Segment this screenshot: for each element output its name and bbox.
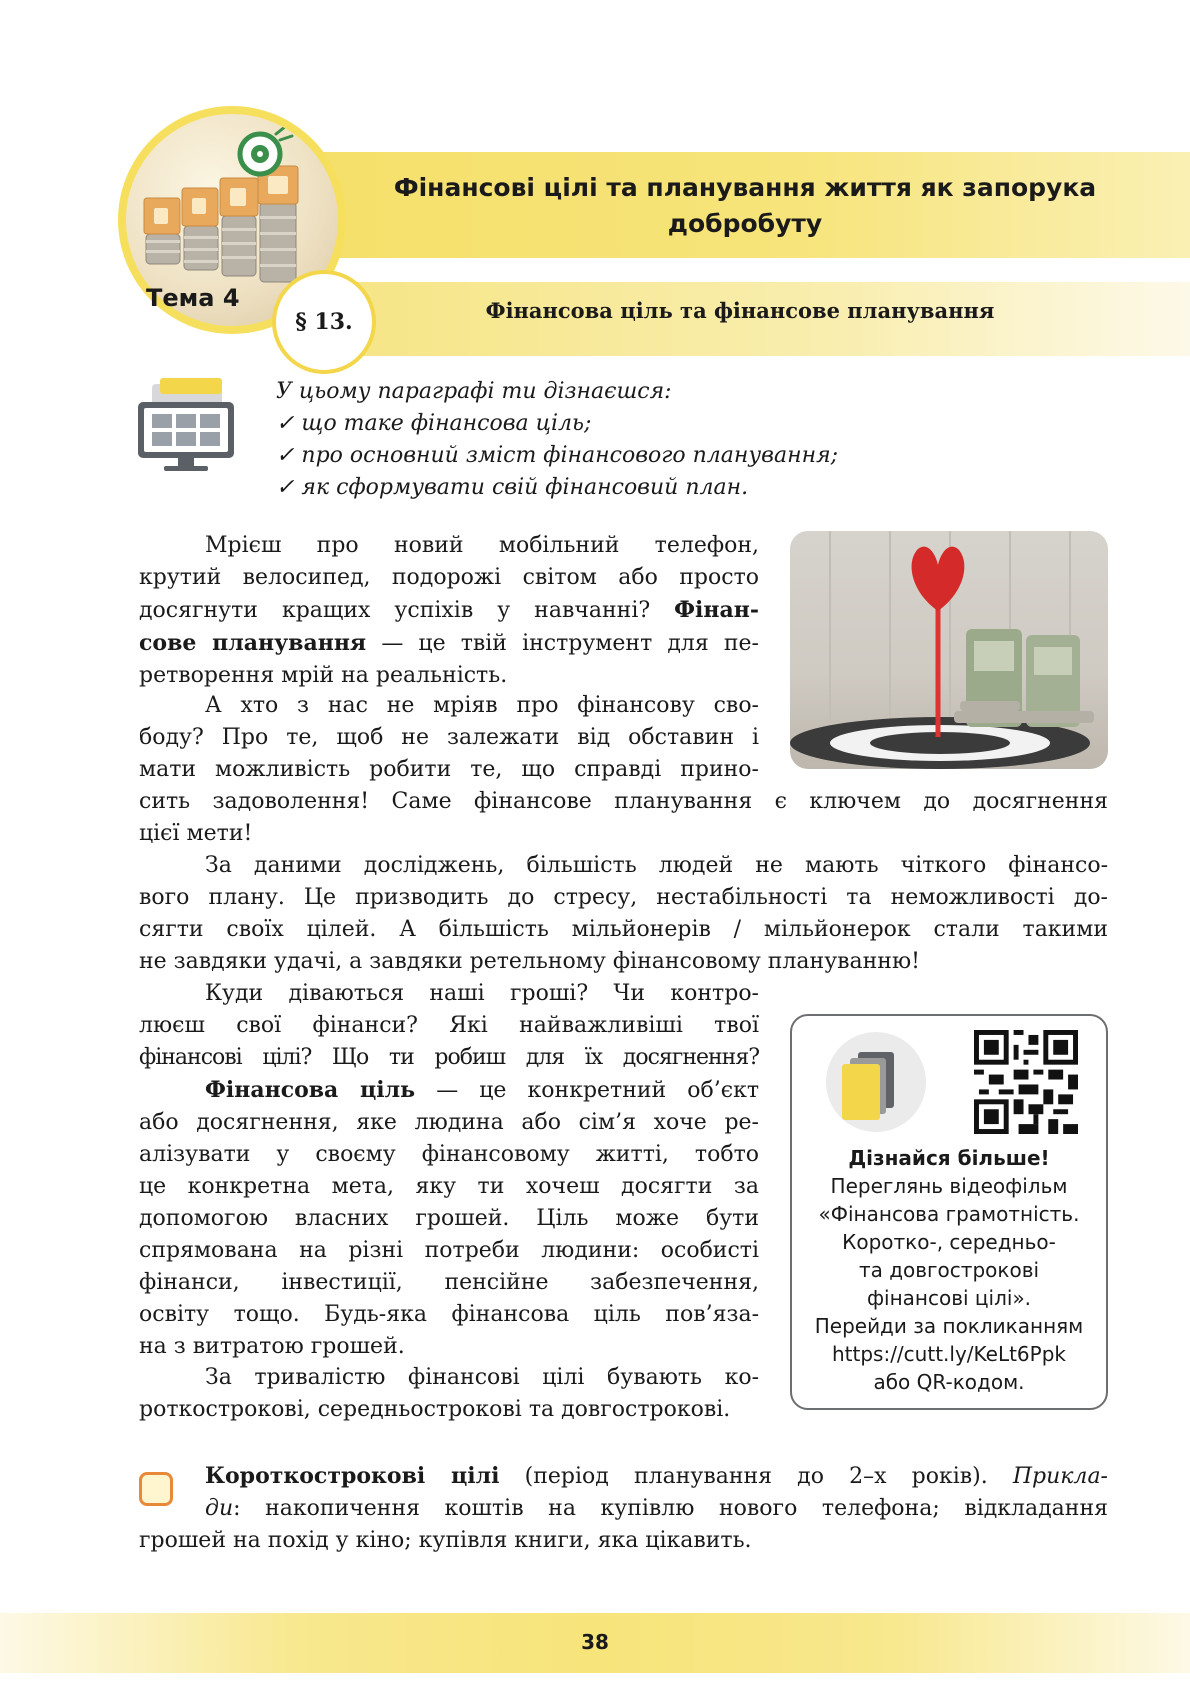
- paragraph-number: § 13.: [295, 309, 353, 335]
- learn-more-box: [790, 1014, 1108, 1410]
- folder-icon: [820, 1030, 932, 1134]
- objectives-lead: У цьому параграфі ти дізнаєшся:: [276, 379, 672, 404]
- chapter-title: Фінансові цілі та планування життя як запорука добробуту: [393, 173, 1097, 238]
- body-paragraph: А хто з нас не мріяв про фінансову сво- боду? Про те, щоб не залежати від обставин і мати можливість робити те, що справді прино-: [139, 693, 759, 782]
- learn-more-heading: Дізнайся більше!: [848, 1146, 1050, 1170]
- objective-item: ✓ про основний зміст фінансового планування;: [276, 443, 839, 468]
- dart-money-photo: [790, 531, 1108, 769]
- term-bold: Фінан-: [674, 597, 759, 623]
- section-title: Фінансова ціль та фінансове планування: [485, 298, 995, 323]
- topic-label: Тема 4: [146, 284, 240, 312]
- learning-objectives: [276, 376, 838, 504]
- qr-code-icon[interactable]: [974, 1030, 1078, 1134]
- body-paragraph: Мрієш про новий мобільний телефон, крутий велосипед, подорожі світом або просто досягнути кращих успіхів у навчанні? Фінан- сове планування — це твій інструмент для пе- ретворення мрій на реальність.: [139, 533, 759, 688]
- term-bold: Фінансова ціль: [205, 1077, 416, 1103]
- objective-item: ✓ що таке фінансова ціль;: [276, 411, 592, 436]
- paragraph-badge: [272, 270, 376, 374]
- monitor-icon: [130, 378, 250, 474]
- body-paragraph: Фінансова ціль — це конкретний об’єкт або досягнення, яке людина або сім’я хоче ре- алізувати у своєму фінансовому житті, тобто це конкретна мета, яку ти хочеш досягти за допомогою власних грошей. Ціль може бути спрямована на різні потреби людини: особисті фінанси, інвестиції, пенсійне забезпечення, освіту тощо. Будь-яка фінансова ціль пов’яза- на з витратою грошей.: [139, 1077, 760, 1359]
- body-paragraph: За даними досліджень, більшість людей не мають чіткого фінансо- вого плану. Це призводить до стресу, нестабільності та неможливості до- сягти своїх цілей. А більшість мільйонерів / мільйонерок стали такими не завдяки удачі, а завдяки ретельному фінансовому плануванню!: [139, 853, 1108, 974]
- term-bold: сове планування: [139, 630, 367, 656]
- body-paragraph: Короткострокові цілі (період планування до 2–х років). Прикла- ди: накопичення коштів на купівлю нового телефона; відкладання грошей на похід у кіно; купівля книги, яка цікавить.: [139, 1463, 1108, 1553]
- body-paragraph: За тривалістю фінансові цілі бувають ко- роткострокові, середньострокові та довгострокові.: [139, 1365, 759, 1422]
- body-paragraph-continued: сить задоволення! Саме фінансове планування є ключем до досягнення цієї мети!: [139, 789, 1108, 846]
- objective-item: ✓ як сформувати свій фінансовий план.: [276, 475, 749, 500]
- learn-more-text: Дізнайся більше! Переглянь відеофільм «Фінансова грамотність. Коротко-, середньо- та довгострокові фінансові цілі». Перейди за покликанням https://cutt.ly/KeLt6Ppk або QR-кодом.: [792, 1144, 1106, 1396]
- page-number: 38: [581, 1630, 609, 1654]
- body-paragraph: Куди діваються наші гроші? Чи контро- люєш свої фінанси? Які найважливіші твої фінансові цілі? Що ти робиш для їх досягнення?: [139, 981, 759, 1070]
- video-link[interactable]: https://cutt.ly/KeLt6Ppk: [831, 1342, 1066, 1366]
- term-bold: Короткострокові цілі: [205, 1463, 500, 1489]
